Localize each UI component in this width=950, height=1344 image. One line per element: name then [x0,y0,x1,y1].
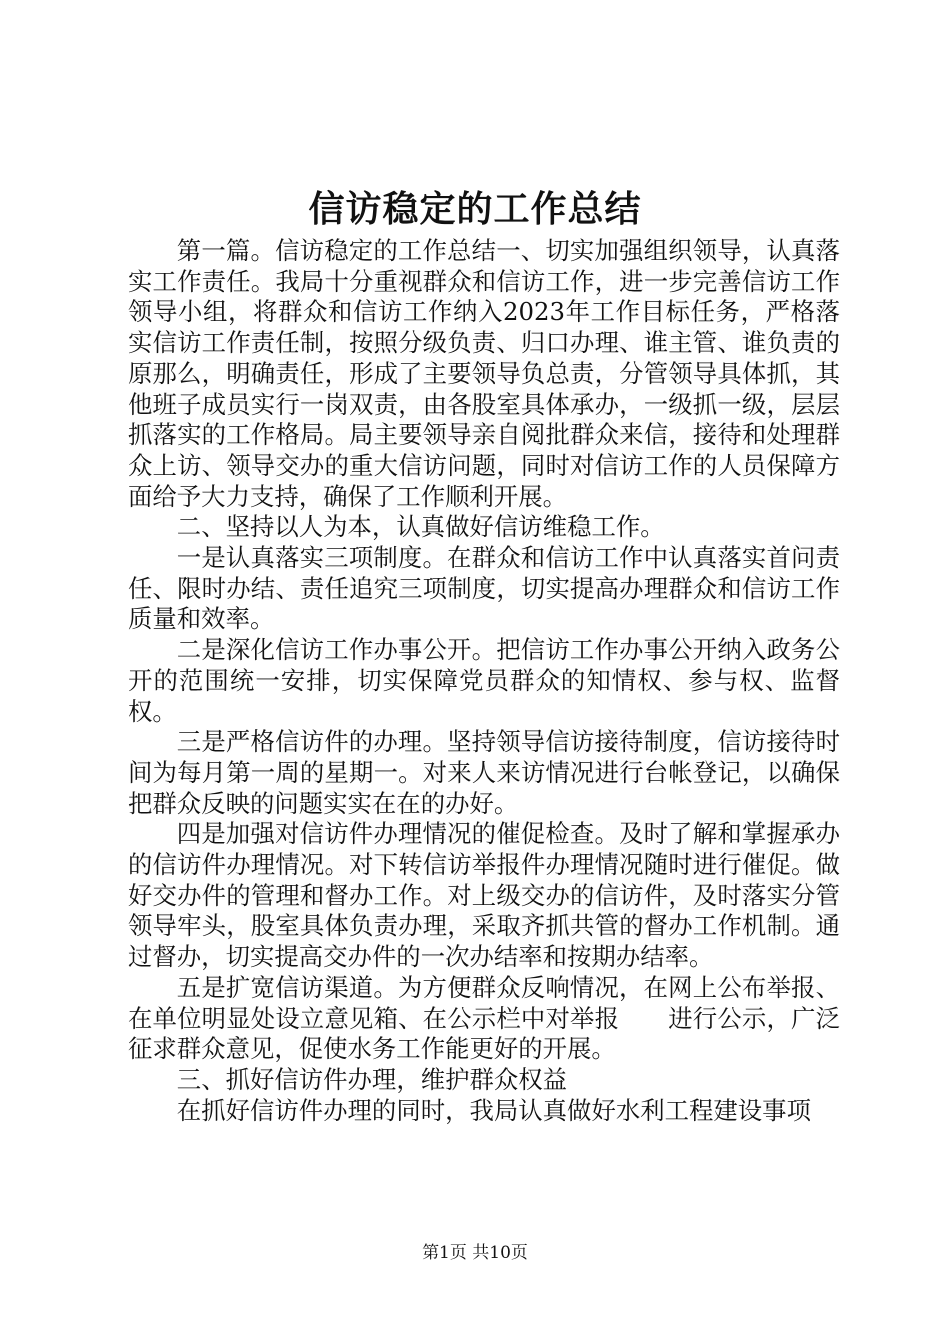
document-title: 信访稳定的工作总结 [308,188,642,230]
paragraph-8: 三、抓好信访件办理，维护群众权益 [176,1064,568,1094]
page-footer: 第1页 共10页 [422,1243,528,1263]
paragraph-5: 三是严格信访件的办理。坚持领导信访接待制度，信访接待时间为每月第一周的星期一。对来人来访情况进行台帐登记，以确保把群众反映的问题实实在在的办好。 [128,727,840,818]
document-body [128,236,840,1126]
paragraph-7: 五是扩宽信访渠道。为方便群众反响情况，在网上公布举报、在单位明显处设立意见箱、在公示栏中对举报 进行公示，广泛征求群众意见，促使水务工作能更好的开展。 [128,972,840,1064]
paragraph-3: 一是认真落实三项制度。在群众和信访工作中认真落实首问责任、限时办结、责任追究三项制度，切实提高办理群众和信访工作质量和效率。 [128,543,840,634]
paragraph-9: 在抓好信访件办理的同时，我局认真做好水利工程建设事项 [176,1095,811,1125]
paragraph-2: 二、坚持以人为本，认真做好信访维稳工作。 [176,512,665,542]
paragraph-1: 第一篇。信访稳定的工作总结一、切实加强组织领导，认真落实工作责任。我局十分重视群众和信访工作，进一步完善信访工作领导小组，将群众和信访工作纳入2023年工作目标任务，严格落实信访工作责任制，按照分级负责、归口办理、谁主管、谁负责的原那么，明确责任，形成了主要领导负总责，分管领导具体抓，其他班子成员实行一岗双责，由各股室具体承办，一级抓一级，层层抓落实的工作格局。局主要领导亲自阅批群众来信，接待和处理群众上访、领导交办的重大信访问题，同时对信访工作的人员保障方面给予大力支持，确保了工作顺利开展。 [128,236,840,511]
paragraph-6: 四是加强对信访件办理情况的催促检查。及时了解和掌握承办的信访件办理情况。对下转信访举报件办理情况随时进行催促。做好交办件的管理和督办工作。对上级交办的信访件，及时落实分管领导牢头，股室具体负责办理，采取齐抓共管的督办工作机制。通过督办，切实提高交办件的一次办结率和按期办结率。 [128,819,840,972]
paragraph-4: 二是深化信访工作办事公开。把信访工作办事公开纳入政务公开的范围统一安排，切实保障党员群众的知情权、参与权、监督权。 [128,635,840,726]
